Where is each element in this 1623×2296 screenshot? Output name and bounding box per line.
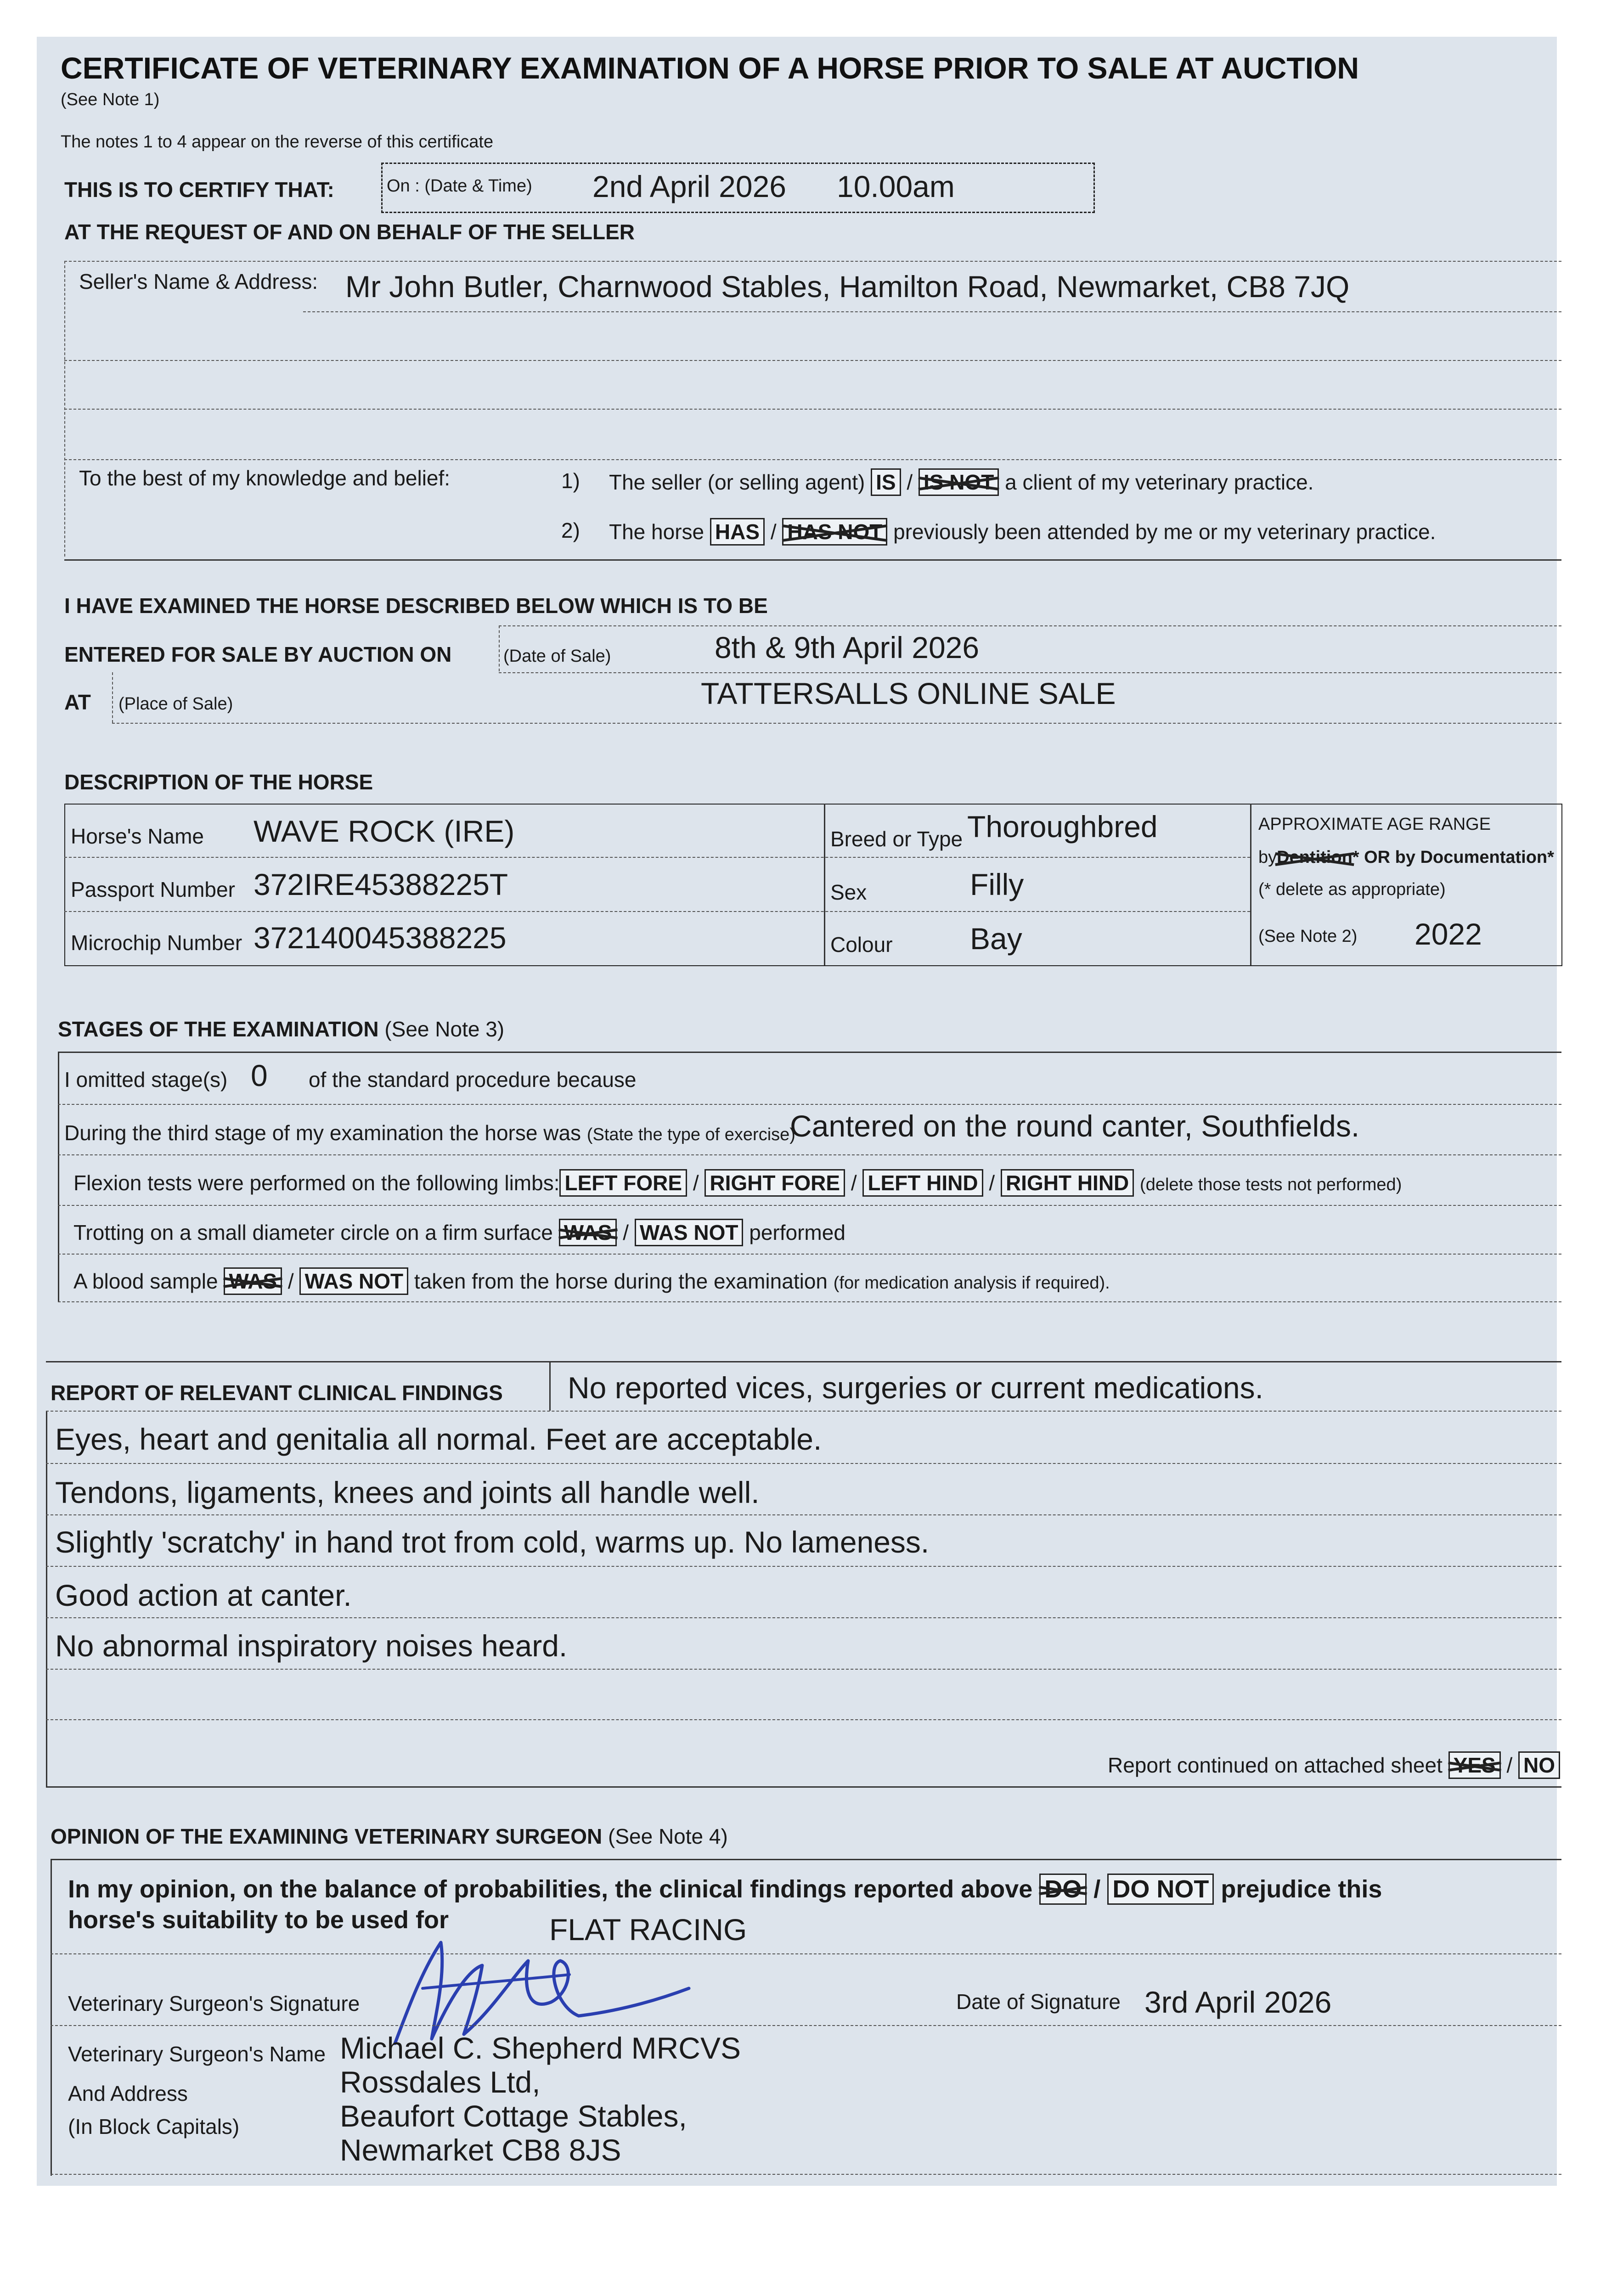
omitted-value[interactable]: 0 [251, 1058, 268, 1092]
flexion-right-hind[interactable]: RIGHT HIND [1001, 1169, 1134, 1197]
exam-date: 2nd April 2026 [592, 169, 787, 203]
third-stage-value[interactable]: Cantered on the round canter, Southfields. [790, 1109, 1360, 1143]
flexion-sep-1: / [693, 1171, 699, 1195]
stages-row-2 [58, 1154, 1561, 1155]
report-rule-3 [46, 1514, 1561, 1515]
report-continued [1108, 1751, 1560, 1779]
opinion-text-pre: In my opinion, on the balance of probabilities, the clinical findings reported above [68, 1875, 1033, 1903]
report-line-1[interactable]: No reported vices, surgeries or current medications. [568, 1371, 1263, 1405]
seller-line-3 [64, 409, 1561, 410]
signature-date[interactable]: 3rd April 2026 [1144, 1985, 1332, 2019]
omitted-pre: I omitted stage(s) [64, 1068, 228, 1092]
desc-row-divider-2 [64, 911, 1250, 912]
trot-label: Trotting on a small diameter circle on a firm surface [73, 1221, 553, 1244]
place-of-sale-value[interactable]: TATTERSALLS ONLINE SALE [701, 676, 1116, 710]
trot-line [73, 1219, 845, 1246]
flexion-sep-3: / [989, 1171, 995, 1195]
opinion-sep: / [1093, 1875, 1101, 1903]
request-line: AT THE REQUEST OF AND ON BEHALF OF THE SELLER [64, 220, 635, 244]
surgeon-name[interactable]: Michael C. Shepherd MRCVS [340, 2031, 741, 2065]
opinion-heading-note: (See Note 4) [608, 1824, 728, 1848]
description-heading: DESCRIPTION OF THE HORSE [64, 770, 373, 794]
blood-post: taken from the horse during the examination [414, 1269, 828, 1293]
surgeon-block-label: (In Block Capitals) [68, 2115, 240, 2138]
entered-label: ENTERED FOR SALE BY AUCTION ON [64, 642, 452, 666]
opinion-bottom-rule [51, 2174, 1561, 2175]
certify-label: THIS IS TO CERTIFY THAT: [64, 178, 334, 202]
trot-was-not-option[interactable]: WAS NOT [635, 1219, 744, 1246]
opinion-rule-1 [51, 1953, 1561, 1954]
omitted-post: of the standard procedure because [309, 1068, 637, 1092]
item1-post: a client of my veterinary practice. [1005, 470, 1314, 494]
examined-line: I HAVE EXAMINED THE HORSE DESCRIBED BELOW WHICH IS TO BE [64, 594, 768, 618]
notes-line: The notes 1 to 4 appear on the reverse of this certificate [61, 132, 494, 152]
knowledge-item1 [609, 468, 1313, 496]
age-range-title: APPROXIMATE AGE RANGE [1258, 815, 1491, 834]
stages-row-1 [58, 1104, 1561, 1105]
report-line-2[interactable]: Eyes, heart and genitalia all normal. Feet are acceptable. [55, 1422, 822, 1456]
item2-post: previously been attended by me or my veterinary practice. [893, 520, 1436, 544]
signature-label: Veterinary Surgeon's Signature [68, 1992, 360, 2015]
seller-bottom-rule [64, 559, 1561, 561]
trot-post: performed [749, 1221, 845, 1244]
sex-value[interactable]: Filly [970, 867, 1024, 901]
blood-small: (for medication analysis if required). [833, 1273, 1110, 1293]
certificate-title: CERTIFICATE OF VETERINARY EXAMINATION OF A HORSE PRIOR TO SALE AT AUCTION [61, 51, 1359, 85]
stages-heading [58, 1017, 504, 1041]
desc-col-divider-1 [824, 804, 825, 965]
opinion-purpose[interactable]: FLAT RACING [549, 1913, 747, 1947]
report-rule-1 [46, 1411, 1561, 1412]
report-rule-4 [46, 1566, 1561, 1567]
flexion-left-hind[interactable]: LEFT HIND [862, 1169, 983, 1197]
sex-label: Sex [830, 880, 867, 904]
age-dentition-struck[interactable]: Dentition [1277, 848, 1352, 867]
opinion-top-rule [51, 1859, 1561, 1860]
report-line-3[interactable]: Tendons, ligaments, knees and joints all handle well. [55, 1475, 760, 1509]
colour-value[interactable]: Bay [970, 922, 1022, 956]
report-left-rule [46, 1411, 47, 1787]
seller-line-4 [64, 459, 1561, 460]
stages-heading-text: STAGES OF THE EXAMINATION [58, 1017, 379, 1041]
surgeon-address-2[interactable]: Beaufort Cottage Stables, [340, 2099, 687, 2133]
report-top-rule [46, 1361, 1561, 1362]
report-line-4[interactable]: Slightly 'scratchy' in hand trot from cold, warms up. No lameness. [55, 1525, 930, 1559]
stages-row-4 [58, 1254, 1561, 1255]
report-line-6[interactable]: No abnormal inspiratory noises heard. [55, 1629, 568, 1663]
knowledge-item2-num: 2) [561, 518, 580, 542]
date-of-sale-value[interactable]: 8th & 9th April 2026 [715, 630, 980, 664]
desc-row-divider-1 [64, 857, 1250, 858]
blood-was-option[interactable]: WAS [224, 1267, 282, 1295]
age-see-note-2: (See Note 2) [1258, 927, 1358, 946]
report-rule-5 [46, 1617, 1561, 1618]
report-rule-7 [46, 1719, 1561, 1720]
blood-sep: / [287, 1269, 294, 1293]
microchip-label: Microchip Number [71, 931, 242, 955]
report-continued-label: Report continued on attached sheet [1108, 1753, 1443, 1777]
age-value[interactable]: 2022 [1414, 917, 1482, 951]
knowledge-item1-num: 1) [561, 469, 580, 493]
horse-name-value[interactable]: WAVE ROCK (IRE) [254, 814, 515, 848]
age-delete-note: (* delete as appropriate) [1258, 880, 1446, 899]
item2-sep: / [770, 520, 777, 544]
opinion-line-1 [68, 1874, 1382, 1905]
report-rule-2 [46, 1463, 1561, 1464]
stages-bottom-rule [58, 1301, 1561, 1302]
stages-heading-note: (See Note 3) [384, 1017, 505, 1041]
place-divider [112, 672, 113, 723]
surgeon-address-1[interactable]: Rossdales Ltd, [340, 2065, 541, 2099]
third-stage-label: During the third stage of my examination the horse was [64, 1121, 581, 1145]
horse-name-label: Horse's Name [71, 824, 204, 848]
at-label: AT [64, 690, 91, 714]
opinion-do-option[interactable]: DO [1039, 1874, 1087, 1905]
item1-is-option[interactable]: IS [871, 468, 901, 496]
report-rule-6 [46, 1669, 1561, 1670]
passport-value[interactable]: 372IRE45388225T [254, 867, 508, 901]
report-continued-sep: / [1506, 1753, 1513, 1777]
report-continued-no[interactable]: NO [1518, 1751, 1560, 1779]
opinion-left-rule [51, 1859, 52, 2176]
desc-col-divider-2 [1250, 804, 1251, 965]
report-line-5[interactable]: Good action at canter. [55, 1578, 352, 1612]
item2-pre: The horse [609, 520, 704, 544]
seller-top-rule [64, 261, 1561, 262]
opinion-do-not-option[interactable]: DO NOT [1107, 1874, 1214, 1905]
on-date-time-label: On : (Date & Time) [387, 176, 532, 196]
flexion-line [73, 1169, 1402, 1197]
item1-pre: The seller (or selling agent) [609, 470, 865, 494]
stages-top-rule [58, 1052, 1561, 1053]
blood-label: A blood sample [73, 1269, 218, 1293]
place-of-sale-label: (Place of Sale) [118, 694, 233, 714]
flexion-sep-2: / [851, 1171, 857, 1195]
microchip-value[interactable]: 372140045388225 [254, 921, 507, 955]
place-bottom-rule [112, 723, 1561, 724]
blood-was-not-option[interactable]: WAS NOT [299, 1267, 408, 1295]
seller-line-2 [64, 360, 1561, 361]
report-continued-yes[interactable]: YES [1448, 1751, 1501, 1779]
report-heading-divider [549, 1361, 551, 1411]
opinion-text-post: prejudice this [1221, 1875, 1382, 1903]
opinion-heading [51, 1824, 728, 1849]
surgeon-address-label: And Address [68, 2082, 188, 2105]
passport-label: Passport Number [71, 878, 235, 901]
item2-has-not-option[interactable]: HAS NOT [782, 518, 887, 546]
third-stage-small: (State the type of exercise) [586, 1125, 795, 1144]
flexion-note: (delete those tests not performed) [1140, 1175, 1402, 1194]
third-stage [64, 1120, 795, 1145]
trot-was-option[interactable]: WAS [559, 1219, 617, 1246]
colour-label: Colour [830, 933, 893, 957]
flexion-label: Flexion tests were performed on the following limbs: [73, 1171, 560, 1195]
flexion-right-fore[interactable]: RIGHT FORE [704, 1169, 845, 1197]
date-of-sale-label: (Date of Sale) [503, 647, 611, 666]
item2-has-option[interactable]: HAS [710, 518, 765, 546]
exam-time: 10.00am [837, 169, 955, 203]
blood-line [73, 1267, 1110, 1295]
opinion-rule-2 [51, 2025, 1561, 2026]
trot-sep: / [623, 1221, 629, 1244]
item1-sep: / [907, 470, 913, 494]
sale-date-top-rule [499, 625, 1561, 626]
seller-value: Mr John Butler, Charnwood Stables, Hamilton Road, Newmarket, CB8 7JQ [345, 270, 1350, 304]
knowledge-label: To the best of my knowledge and belief: [79, 466, 451, 490]
age-or-doc: * OR by Documentation* [1352, 848, 1554, 867]
surgeon-address-3[interactable]: Newmarket CB8 8JS [340, 2133, 621, 2167]
breed-value[interactable]: Thoroughbred [967, 810, 1158, 844]
see-note-1: (See Note 1) [61, 90, 160, 109]
stages-left-rule [58, 1052, 59, 1301]
age-range-method [1258, 848, 1554, 867]
report-heading: REPORT OF RELEVANT CLINICAL FINDINGS [51, 1381, 503, 1405]
breed-label: Breed or Type [830, 827, 963, 851]
signature-date-label: Date of Signature [956, 1990, 1121, 2014]
knowledge-item2 [609, 518, 1436, 546]
sale-date-bottom-rule [499, 672, 1561, 673]
surgeon-name-label: Veterinary Surgeon's Name [68, 2042, 326, 2066]
opinion-heading-text: OPINION OF THE EXAMINING VETERINARY SURGEON [51, 1824, 603, 1848]
opinion-line-2: horse's suitability to be used for [68, 1906, 449, 1934]
report-bottom-rule [46, 1786, 1561, 1788]
flexion-left-fore[interactable]: LEFT FORE [559, 1169, 687, 1197]
age-by: by [1258, 848, 1277, 867]
item1-is-not-option[interactable]: IS NOT [919, 468, 999, 496]
stages-row-3 [58, 1205, 1561, 1206]
seller-line-1 [303, 311, 1561, 312]
sale-date-divider [499, 625, 500, 671]
seller-label: Seller's Name & Address: [79, 270, 318, 293]
